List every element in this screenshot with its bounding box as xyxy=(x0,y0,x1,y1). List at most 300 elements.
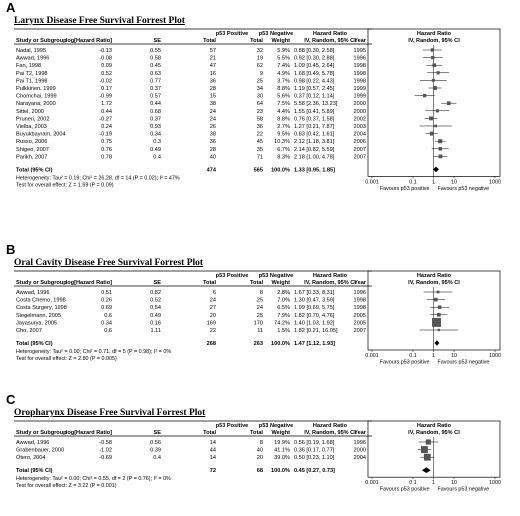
forest-plot-c xyxy=(0,392,520,497)
study-name: Fan, 1998 xyxy=(16,63,42,70)
axis-tick-label: 0.001 xyxy=(365,353,379,359)
total-positive: 47 xyxy=(209,63,217,70)
total-weight: 100.0% xyxy=(271,341,290,347)
study-marker xyxy=(436,109,439,112)
header-total-pos: Total xyxy=(203,280,216,286)
axis-tick-label: 0.1 xyxy=(409,480,417,487)
se-value: 0.45 xyxy=(150,63,162,70)
header-log-hr: log[Hazard Ratio] xyxy=(65,429,113,436)
year-value: 2005 xyxy=(353,320,366,327)
log-hr-value: 0.44 xyxy=(101,108,113,115)
weight-value: 8.8% xyxy=(277,85,290,92)
hazard-ratio-ci: 1.82 [0.70, 4.76] xyxy=(294,312,335,319)
se-value: 1.11 xyxy=(150,328,161,334)
se-value: 0.68 xyxy=(150,108,162,115)
total-label: Total (95% CI) xyxy=(16,167,53,174)
total-positive: 21 xyxy=(209,55,217,62)
se-value: 0.49 xyxy=(150,312,161,319)
log-hr-value: 0.78 xyxy=(101,154,113,161)
header-se: SE xyxy=(153,429,162,436)
weight-value: 7.4% xyxy=(277,63,290,70)
hazard-ratio-ci: 1.09 [0.45, 2.64] xyxy=(293,63,335,70)
total-negative: 62 xyxy=(256,63,263,70)
year-value: 2007 xyxy=(353,328,366,334)
se-value: 0.57 xyxy=(150,93,162,100)
log-hr-value: -0.58 xyxy=(99,439,113,446)
panel-a xyxy=(0,0,520,196)
total-negative: 263 xyxy=(253,341,263,347)
se-value: 0.37 xyxy=(150,85,162,92)
header-plot-hazard-ratio: Hazard Ratio xyxy=(416,273,452,279)
pooled-estimate-diamond xyxy=(422,467,431,473)
weight-value: 5.9% xyxy=(277,47,290,54)
log-hr-value: 0.75 xyxy=(101,139,113,146)
weight-value: 8.8% xyxy=(277,116,290,123)
total-positive: 38 xyxy=(209,131,217,138)
total-positive: 38 xyxy=(209,101,217,108)
study-name: Pulkkinen, 1999 xyxy=(16,85,56,92)
total-negative: 23 xyxy=(256,108,263,115)
study-marker xyxy=(426,439,431,444)
weight-value: 6.7% xyxy=(277,146,290,153)
total-negative: 64 xyxy=(256,101,263,108)
total-positive: 24 xyxy=(209,297,216,304)
study-marker xyxy=(421,446,428,453)
total-negative: 170 xyxy=(253,320,263,327)
axis-tick-label: 0.001 xyxy=(365,480,379,487)
total-positive: 16 xyxy=(209,70,217,77)
year-value: 2007 xyxy=(353,146,366,153)
study-name: Awwad, 1996 xyxy=(16,439,50,446)
year-value: 2000 xyxy=(353,108,366,115)
weight-value: 3.7% xyxy=(277,78,290,85)
header-se: SE xyxy=(153,37,162,44)
hazard-ratio-ci: 0.50 [0.23, 1.10] xyxy=(293,455,335,462)
total-positive: 28 xyxy=(209,146,217,153)
forest-plot-b xyxy=(0,242,520,370)
header-year: Year xyxy=(354,37,366,44)
favours-negative-label: Favours p53 negative xyxy=(437,486,490,493)
total-negative: 36 xyxy=(256,123,263,130)
total-hazard-ratio-ci: 1.47 [1.12, 1.93] xyxy=(294,341,336,347)
study-name: Costa Surgery, 1998 xyxy=(16,305,67,312)
total-negative: 24 xyxy=(256,305,263,312)
study-marker xyxy=(439,154,443,158)
log-hr-value: 0.52 xyxy=(101,70,113,77)
year-value: 1998 xyxy=(353,78,366,85)
year-value: 1998 xyxy=(353,70,366,77)
study-marker xyxy=(431,48,434,51)
year-value: 1996 xyxy=(353,439,366,446)
study-marker xyxy=(439,147,443,151)
study-marker xyxy=(434,298,438,302)
header-study: Study or Subgroup xyxy=(16,280,67,286)
study-name: Shigeo, 2007 xyxy=(16,146,49,153)
year-value: 2007 xyxy=(353,154,366,161)
total-negative: 19 xyxy=(256,55,263,62)
study-marker xyxy=(438,329,440,331)
total-negative: 35 xyxy=(256,146,263,153)
header-year: Year xyxy=(354,429,366,436)
total-negative: 68 xyxy=(256,468,263,475)
year-value: 1996 xyxy=(353,55,366,62)
year-value: 1998 xyxy=(353,297,366,304)
header-se: SE xyxy=(153,280,161,286)
hazard-ratio-ci: 2.12 [1.18, 3.81] xyxy=(293,139,335,146)
hazard-ratio-ci: 0.36 [0.17, 0.77] xyxy=(293,447,335,454)
se-value: 0.34 xyxy=(150,131,162,138)
heterogeneity-note: Heterogeneity: Tau² = 0.00; Chi² = 0.55, df = 2 (P = 0.76); I² = 0% xyxy=(16,476,171,483)
year-value: 2005 xyxy=(353,312,366,319)
total-positive: 28 xyxy=(209,85,217,92)
total-positive: 22 xyxy=(209,328,216,334)
log-hr-value: 0.6 xyxy=(104,312,112,319)
total-positive: 15 xyxy=(209,93,217,100)
se-value: 0.49 xyxy=(150,146,162,153)
se-value: 0.4 xyxy=(153,455,162,462)
hazard-ratio-ci: 1.40 [1.03, 1.92] xyxy=(294,320,335,327)
total-negative: 25 xyxy=(256,297,263,304)
total-positive: 6 xyxy=(212,290,216,296)
study-name: Pai T1, 1998 xyxy=(16,78,48,85)
se-value: 0.54 xyxy=(150,305,161,312)
year-value: 1998 xyxy=(353,63,366,70)
hazard-ratio-ci: 1.82 [0.21, 16.05] xyxy=(294,328,338,334)
weight-value: 5.5% xyxy=(277,55,290,62)
log-hr-value: 0.76 xyxy=(101,146,113,153)
total-positive: 57 xyxy=(209,47,217,54)
axis-tick-label: 1000 xyxy=(489,179,501,186)
header-total-neg: Total xyxy=(250,37,263,44)
log-hr-value: -0.69 xyxy=(99,455,113,462)
log-hr-value: -1.02 xyxy=(99,447,113,454)
total-positive: 27 xyxy=(209,305,216,312)
weight-value: 4.4% xyxy=(277,108,290,115)
total-positive: 26 xyxy=(209,123,217,130)
heterogeneity-note: Heterogeneity: Tau² = 0.00; Chi² = 0.71, df = 5 (P = 0.98); I² = 0% xyxy=(16,349,172,355)
header-study: Study or Subgroup xyxy=(16,37,67,44)
study-marker xyxy=(432,63,436,67)
pooled-estimate-diamond xyxy=(433,167,439,173)
study-marker xyxy=(423,94,426,97)
study-name: Cho, 2007 xyxy=(16,328,42,334)
study-name: Pruneri, 2002 xyxy=(16,116,50,123)
forest-plot-a xyxy=(0,0,520,196)
se-value: 0.56 xyxy=(150,439,162,446)
study-marker xyxy=(437,71,440,74)
total-positive: 20 xyxy=(209,312,216,319)
study-marker xyxy=(430,132,434,136)
weight-value: 5.6% xyxy=(277,93,290,100)
header-p53-negative: p53 Negative xyxy=(258,30,294,37)
log-hr-value: 0.17 xyxy=(101,85,113,92)
total-positive: 474 xyxy=(206,167,217,174)
study-name: Jayasurya, 2005 xyxy=(16,320,58,327)
heterogeneity-note: Heterogeneity: Tau² = 0.19; Chi² = 26.28, df = 14 (P = 0.02); I² = 47% xyxy=(16,175,180,182)
se-value: 0.63 xyxy=(150,70,162,77)
year-value: 1999 xyxy=(353,85,366,92)
hazard-ratio-ci: 0.56 [0.19, 1.68] xyxy=(293,439,335,446)
study-name: Awwad, 1996 xyxy=(16,55,50,62)
panel-letter: B xyxy=(6,242,16,257)
weight-value: 74.2% xyxy=(274,320,290,327)
log-hr-value: 1.72 xyxy=(101,101,113,108)
header-study: Study or Subgroup xyxy=(16,429,67,436)
year-value: 2004 xyxy=(353,455,366,462)
se-value: 0.93 xyxy=(150,123,162,130)
study-marker xyxy=(424,454,431,461)
study-name: Sittel, 2000 xyxy=(16,108,44,115)
hazard-ratio-ci: 1.68 [0.49, 5.78] xyxy=(293,70,335,77)
total-positive: 24 xyxy=(209,108,217,115)
axis-tick-label: 0.001 xyxy=(365,179,379,186)
study-name: Siegelmann, 2005 xyxy=(16,312,62,319)
weight-value: 2.7% xyxy=(277,123,290,130)
study-marker xyxy=(432,318,441,327)
log-hr-value: -0.02 xyxy=(99,78,113,85)
header-total-pos: Total xyxy=(203,37,217,44)
study-name: Narayana, 2000 xyxy=(16,101,56,108)
study-marker xyxy=(437,313,441,317)
panel-c xyxy=(0,392,520,497)
study-marker xyxy=(434,125,437,128)
se-value: 0.77 xyxy=(150,78,162,85)
header-plot-hazard-ratio: Hazard Ratio xyxy=(416,30,452,37)
total-positive: 40 xyxy=(209,154,217,161)
hazard-ratio-ci: 1.99 [0.69, 5.75] xyxy=(294,305,335,312)
header-method: IV, Random, 95% CI xyxy=(304,429,356,436)
study-name: Otero, 2004 xyxy=(16,455,46,462)
log-hr-value: 0.6 xyxy=(104,328,112,334)
total-negative: 71 xyxy=(256,154,263,161)
se-value: 0.4 xyxy=(153,154,162,161)
favours-positive-label: Favours p53 positive xyxy=(379,359,430,366)
study-marker xyxy=(429,116,433,120)
total-hazard-ratio-ci: 1.33 [0.95, 1.85] xyxy=(293,167,335,174)
header-log-hr: log[Hazard Ratio] xyxy=(65,37,113,44)
study-name: Parikh, 2007 xyxy=(16,154,48,161)
weight-value: 7.0% xyxy=(277,297,290,304)
favours-negative-label: Favours p53 negative xyxy=(437,359,490,366)
se-value: 0.58 xyxy=(150,55,162,62)
hazard-ratio-ci: 0.98 [0.22, 4.43] xyxy=(293,78,335,85)
axis-tick-label: 10 xyxy=(450,179,457,186)
header-year: Year xyxy=(354,280,366,286)
panel-title: Oral Cavity Disease Free Survival Forrest Plot xyxy=(14,258,204,268)
total-positive: 169 xyxy=(206,320,216,327)
se-value: 0.55 xyxy=(150,47,162,54)
study-marker xyxy=(432,79,435,82)
hazard-ratio-ci: 1.67 [0.33, 8.31] xyxy=(294,290,335,296)
study-marker xyxy=(433,86,437,90)
se-value: 0.82 xyxy=(150,290,161,296)
year-value: 2000 xyxy=(353,447,366,454)
total-label: Total (95% CI) xyxy=(16,468,53,475)
overall-effect-note: Test for overall effect: Z = 2.80 (P = 0.005) xyxy=(16,356,117,362)
total-positive: 14 xyxy=(209,439,217,446)
study-marker xyxy=(431,56,434,59)
year-value: 1999 xyxy=(353,93,366,100)
year-value: 2003 xyxy=(353,123,366,130)
pooled-estimate-diamond xyxy=(435,340,440,346)
year-value: 1995 xyxy=(353,47,366,54)
hazard-ratio-ci: 1.55 [0.41, 5.89] xyxy=(293,108,335,115)
axis-tick-label: 1000 xyxy=(489,353,501,359)
log-hr-value: -0.13 xyxy=(99,47,113,54)
hazard-ratio-ci: 0.37 [0.12, 1.14] xyxy=(293,93,335,100)
se-value: 0.16 xyxy=(150,320,161,327)
weight-value: 2.8% xyxy=(277,290,290,296)
panel-letter: A xyxy=(6,0,16,15)
se-value: 0.52 xyxy=(150,297,161,304)
header-total-pos: Total xyxy=(203,429,217,436)
year-value: 2002 xyxy=(353,116,366,123)
header-weight: Weight xyxy=(271,280,290,286)
header-total-neg: Total xyxy=(250,429,263,436)
weight-value: 1.5% xyxy=(277,328,290,334)
study-name: Buyukbayram, 2004 xyxy=(16,131,66,138)
header-p53-negative: p53 Negative xyxy=(258,422,294,429)
total-positive: 14 xyxy=(209,455,217,462)
year-value: 2006 xyxy=(353,139,366,146)
header-plot-hazard-ratio: Hazard Ratio xyxy=(416,422,452,429)
year-value: 1996 xyxy=(353,290,366,296)
favours-negative-label: Favours p53 negative xyxy=(437,185,490,192)
year-value: 2004 xyxy=(353,131,366,138)
favours-positive-label: Favours p53 positive xyxy=(379,185,430,192)
weight-value: 4.9% xyxy=(277,70,290,77)
total-hazard-ratio-ci: 0.45 [0.27, 0.73] xyxy=(293,468,335,475)
log-hr-value: 0.34 xyxy=(101,320,112,327)
header-total-neg: Total xyxy=(250,280,263,286)
total-positive: 72 xyxy=(209,468,217,475)
total-negative: 8 xyxy=(259,290,263,296)
header-p53-positive: p53 Positive xyxy=(215,273,249,279)
hazard-ratio-ci: 0.76 [0.37, 1.58] xyxy=(293,116,335,123)
axis-tick-label: 0.1 xyxy=(409,353,417,359)
panel-title: Larynx Disease Free Survival Forrest Plot xyxy=(14,16,185,26)
panel-letter: C xyxy=(6,392,16,407)
se-value: 0.44 xyxy=(150,101,162,108)
se-value: 0.37 xyxy=(150,116,162,123)
favours-positive-label: Favours p53 positive xyxy=(379,486,430,493)
study-name: Grabenbauer, 2000 xyxy=(16,447,65,454)
total-negative: 9 xyxy=(259,70,263,77)
total-positive: 36 xyxy=(209,78,217,85)
total-positive: 268 xyxy=(206,341,216,347)
axis-tick-label: 1 xyxy=(431,480,435,487)
weight-value: 19.9% xyxy=(274,439,290,446)
total-label: Total (95% CI) xyxy=(16,341,53,347)
year-value: 1998 xyxy=(353,305,366,312)
log-hr-value: -0.99 xyxy=(99,93,113,100)
weight-value: 9.5% xyxy=(277,131,290,138)
log-hr-value: 0.09 xyxy=(101,63,113,70)
axis-tick-label: 10 xyxy=(450,480,457,487)
header-hazard-ratio: Hazard Ratio xyxy=(312,273,348,279)
overall-effect-note: Test for overall effect: Z = 1.69 (P = 0.09) xyxy=(16,182,114,189)
axis-tick-label: 1000 xyxy=(488,480,501,487)
total-negative: 34 xyxy=(256,85,263,92)
header-plot-method: IV, Random, 95% CI xyxy=(408,37,460,44)
overall-effect-note: Test for overall effect: Z = 3.22 (P = 0.001) xyxy=(16,483,117,490)
study-name: Chomchai, 1999 xyxy=(16,93,57,100)
total-negative: 11 xyxy=(257,328,263,334)
log-hr-value: 0.69 xyxy=(101,305,112,312)
total-negative: 565 xyxy=(253,167,263,174)
header-log-hr: log[Hazard Ratio] xyxy=(65,280,112,286)
study-marker xyxy=(438,139,442,143)
header-p53-positive: p53 Positive xyxy=(215,30,249,37)
study-name: Russo, 2006 xyxy=(16,139,48,146)
year-value: 2000 xyxy=(353,101,366,108)
weight-value: 39.0% xyxy=(274,455,290,462)
hazard-ratio-ci: 0.92 [0.30, 2.88] xyxy=(293,55,335,62)
weight-value: 6.5% xyxy=(277,305,290,312)
log-hr-value: -0.08 xyxy=(99,55,113,62)
log-hr-value: -0.19 xyxy=(99,131,113,138)
study-marker xyxy=(438,305,441,308)
total-weight: 100.0% xyxy=(271,167,290,174)
total-negative: 30 xyxy=(256,93,263,100)
total-negative: 8 xyxy=(259,439,263,446)
header-method: IV, Random, 95% CI xyxy=(304,280,356,286)
study-name: Nadal, 1995 xyxy=(16,47,47,54)
total-negative: 32 xyxy=(256,47,263,54)
total-negative: 40 xyxy=(256,447,263,454)
total-positive: 24 xyxy=(209,116,217,123)
panel-b xyxy=(0,242,520,370)
total-positive: 36 xyxy=(209,139,217,146)
total-negative: 45 xyxy=(256,139,263,146)
header-hazard-ratio: Hazard Ratio xyxy=(312,30,348,37)
study-name: Costa Chemo, 1998 xyxy=(16,297,66,304)
hazard-ratio-ci: 1.27 [0.21, 7.87] xyxy=(293,123,335,130)
log-hr-value: 0.24 xyxy=(101,123,113,130)
total-negative: 25 xyxy=(256,312,263,319)
total-negative: 58 xyxy=(256,116,263,123)
study-name: Vielba, 2003 xyxy=(16,123,47,130)
study-name: Pai T2, 1998 xyxy=(16,70,48,77)
header-weight: Weight xyxy=(271,37,290,44)
log-hr-value: 0.26 xyxy=(101,297,112,304)
header-plot-method: IV, Random, 95% CI xyxy=(408,429,460,436)
hazard-ratio-ci: 2.18 [1.00, 4.78] xyxy=(293,154,335,161)
study-marker xyxy=(437,291,440,294)
header-p53-positive: p53 Positive xyxy=(215,422,249,429)
total-negative: 22 xyxy=(256,131,263,138)
weight-value: 10.3% xyxy=(274,139,290,146)
weight-value: 7.5% xyxy=(277,101,290,108)
header-method: IV, Random, 95% CI xyxy=(304,37,356,44)
total-weight: 100.0% xyxy=(271,468,290,475)
se-value: 0.39 xyxy=(150,447,162,454)
total-negative: 20 xyxy=(256,455,263,462)
hazard-ratio-ci: 1.30 [0.47, 3.59] xyxy=(294,297,335,304)
hazard-ratio-ci: 1.19 [0.57, 2.45] xyxy=(293,85,335,92)
axis-tick-label: 10 xyxy=(451,353,457,359)
hazard-ratio-ci: 5.58 [2.36, 13.23] xyxy=(293,101,338,108)
study-marker xyxy=(447,101,451,105)
weight-value: 41.1% xyxy=(274,447,290,454)
total-positive: 44 xyxy=(209,447,217,454)
hazard-ratio-ci: 0.83 [0.42, 1.61] xyxy=(293,131,335,138)
header-weight: Weight xyxy=(271,429,290,436)
hazard-ratio-ci: 0.88 [0.30, 2.58] xyxy=(293,47,335,54)
se-value: 0.3 xyxy=(153,139,162,146)
study-name: Awwad, 1996 xyxy=(16,290,50,296)
header-p53-negative: p53 Negative xyxy=(258,273,294,279)
